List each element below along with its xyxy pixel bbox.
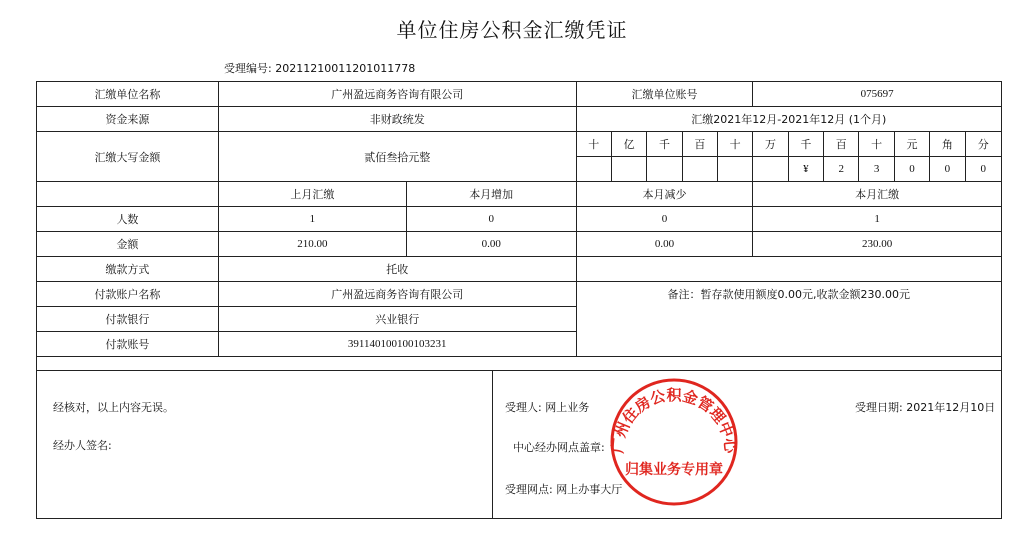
unit-cell: 分 <box>965 132 1001 157</box>
money-added: 0.00 <box>406 232 576 257</box>
unit-account-label: 汇缴单位账号 <box>576 82 753 107</box>
money-current: 230.00 <box>753 232 1002 257</box>
digit-cell: ¥ <box>788 157 823 182</box>
money-reduced: 0.00 <box>576 232 753 257</box>
unit-cell: 亿 <box>611 132 646 157</box>
branch-text: 受理网点: 网上办事大厅 <box>505 483 623 496</box>
digit-cell <box>647 157 682 182</box>
receipt-label: 受理编号: <box>224 62 272 75</box>
payer-account-value: 391140100100103231 <box>218 332 576 357</box>
unit-name-label: 汇缴单位名称 <box>37 82 219 107</box>
unit-cell: 千 <box>788 132 823 157</box>
digit-cell: 3 <box>859 157 894 182</box>
bank-label: 付款银行 <box>37 307 219 332</box>
accept-date: 受理日期: 2021年12月10日 <box>855 401 996 414</box>
signature-section <box>36 370 1002 519</box>
people-label: 人数 <box>37 207 219 232</box>
section-divider <box>492 371 493 519</box>
money-label: 金额 <box>37 232 219 257</box>
period-value: 汇缴2021年12月-2021年12月 (1个月) <box>576 107 1001 132</box>
method-blank <box>576 257 1001 282</box>
header-current: 本月汇缴 <box>753 182 1002 207</box>
unit-cell: 十 <box>576 132 611 157</box>
digit-cell <box>576 157 611 182</box>
unit-cell: 千 <box>647 132 682 157</box>
unit-name-value: 广州盈远商务咨询有限公司 <box>218 82 576 107</box>
digit-cell: 0 <box>965 157 1001 182</box>
header-added: 本月增加 <box>406 182 576 207</box>
seal-sub-text: 归集业务专用章 <box>625 462 723 478</box>
money-prev: 210.00 <box>218 232 406 257</box>
unit-account-value: 075697 <box>753 82 1002 107</box>
bank-value: 兴业银行 <box>218 307 576 332</box>
remark: 备注：暂存款使用额度0.00元,收款金额230.00元 <box>576 282 1001 357</box>
receipt-number <box>224 60 415 76</box>
header-blank <box>37 182 219 207</box>
voucher-table <box>36 81 1002 357</box>
verified-text: 经核对，以上内容无误。 <box>53 401 174 414</box>
receipt-value: 20211210011201011778 <box>275 62 416 75</box>
digit-cell <box>682 157 717 182</box>
digit-cell: 2 <box>824 157 859 182</box>
unit-cell: 十 <box>859 132 894 157</box>
people-added: 0 <box>406 207 576 232</box>
people-reduced: 0 <box>576 207 753 232</box>
people-prev: 1 <box>218 207 406 232</box>
unit-cell: 万 <box>753 132 788 157</box>
unit-cell: 十 <box>718 132 753 157</box>
unit-cell: 百 <box>682 132 717 157</box>
seal-arc-text <box>609 386 740 455</box>
amount-words-label: 汇缴大写金额 <box>37 132 219 182</box>
payer-value: 广州盈远商务咨询有限公司 <box>218 282 576 307</box>
unit-cell: 角 <box>930 132 965 157</box>
payer-account-label: 付款账号 <box>37 332 219 357</box>
digit-cell: 0 <box>930 157 965 182</box>
handler-signature-label: 经办人签名: <box>53 439 112 452</box>
digit-cell <box>611 157 646 182</box>
method-label: 缴款方式 <box>37 257 219 282</box>
unit-cell: 百 <box>824 132 859 157</box>
fund-source-value: 非财政统发 <box>218 107 576 132</box>
header-reduced: 本月减少 <box>576 182 753 207</box>
digit-cell <box>753 157 788 182</box>
digit-cell: 0 <box>894 157 929 182</box>
unit-cell: 元 <box>894 132 929 157</box>
digit-cell <box>718 157 753 182</box>
fund-source-label: 资金来源 <box>37 107 219 132</box>
document-title: 单位住房公积金汇缴凭证 <box>396 18 628 42</box>
acceptor-text: 受理人: 网上业务 <box>505 401 590 414</box>
amount-words-value: 贰佰叁拾元整 <box>218 132 576 182</box>
payer-label: 付款账户名称 <box>37 282 219 307</box>
method-value: 托收 <box>218 257 576 282</box>
official-seal <box>608 376 740 508</box>
seal-arc-path: 广州住房公积金管理中心 <box>608 386 740 455</box>
header-prev: 上月汇缴 <box>218 182 406 207</box>
people-current: 1 <box>753 207 1002 232</box>
branch-seal-label: 中心经办网点盖章: <box>513 441 605 454</box>
